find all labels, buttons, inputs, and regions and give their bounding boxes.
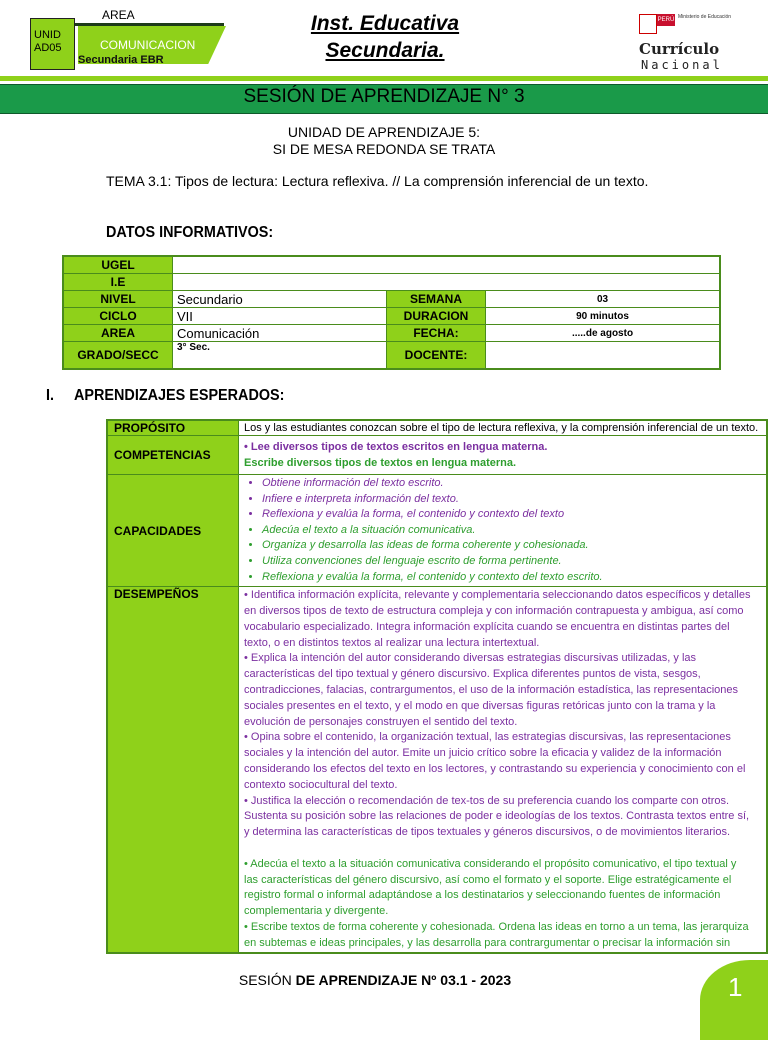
desempenos-value [239, 587, 768, 954]
desempeno-line: y determina las características de tipos textuales y géneros discursivos, o de movimientos literarios. [244, 826, 731, 839]
footer-bold: DE APRENDIZAJE Nº 03.1 - 2023 [295, 972, 512, 988]
area-label: AREA [102, 8, 135, 22]
page-footer [0, 972, 750, 988]
desempeno-line: • Identifica información explícita, relevante y complementaria seleccionando datos específicos y detalles [244, 589, 751, 602]
desempeno-line: contradicciones, falacias, contrargumentos, el uso de la información estadística, las representaciones [244, 683, 739, 696]
competencia-2: Escribe diversos tipos de textos en lengua materna. [244, 457, 517, 469]
competencia-1: • Lee diversos tipos de textos escritos en lengua materna. [244, 441, 548, 453]
table-row [107, 436, 767, 475]
shield-icon [639, 14, 657, 34]
desempeno-line: en subtemas e ideas principales, y las desarrolla para contrargumentar o precisar la información sin [244, 936, 731, 949]
desempeno-line: Sustenta su posición sobre las relaciones de poder e ideologías de los textos. Contrasta textos entre sí, [244, 810, 750, 823]
desempeno-spacer [244, 841, 761, 857]
unidad-line1: UNIDAD DE APRENDIZAJE 5: [287, 124, 481, 140]
ie-label: I.E [63, 274, 173, 291]
datos-title: DATOS INFORMATIVOS: [106, 224, 274, 241]
logo-line2: Nacional [641, 58, 723, 72]
table-row [63, 256, 720, 274]
info-table [62, 255, 721, 370]
desempeno-line: evolución de personajes construyen el sentido del texto. [244, 715, 518, 728]
table-row [107, 587, 767, 954]
list-item: • Organiza y desarrolla las ideas de forma coherente y cohesionada. [262, 538, 761, 554]
capacidades-list [244, 476, 761, 585]
unidad-line2: SI DE MESA REDONDA SE TRATA [272, 141, 496, 157]
docente-label: DOCENTE: [387, 342, 486, 370]
duracion-value: 90 minutos [486, 308, 721, 325]
semana-label: SEMANA [387, 291, 486, 308]
table-row [63, 342, 720, 370]
desempeno-line: complementaria y divergente. [244, 905, 389, 918]
page-number: 1 [728, 972, 743, 1002]
unid-badge: UNID AD05 [30, 18, 75, 70]
competencias-label: COMPETENCIAS [107, 436, 239, 475]
list-item: • Reflexiona y evalúa la forma, el contenido y contexto del texto escrito. [262, 570, 761, 586]
list-item: • Infiere e interpreta información del texto. [262, 492, 761, 508]
header-divider [0, 76, 768, 81]
ie-value [173, 274, 721, 291]
desempeno-line: • Explica la intención del autor considerando diversas estrategias discursivas utilizadas, y las [244, 652, 697, 665]
desempeno-line: sociales presentes en el texto, y el modo en que diversas figuras retóricas junto con la trama y la [244, 699, 716, 712]
nivel-value: Secundario [173, 291, 387, 308]
ciclo-value: VII [173, 308, 387, 325]
section-number: I. [46, 387, 55, 404]
table-row [63, 291, 720, 308]
table-row [63, 274, 720, 291]
semana-value: 03 [486, 291, 721, 308]
desempeno-line: contexto sociocultural del texto. [244, 778, 398, 791]
ugel-value [173, 256, 721, 274]
capacidades-label: CAPACIDADES [107, 475, 239, 587]
duracion-label: DURACION [387, 308, 486, 325]
docente-value [486, 342, 721, 370]
desempeno-line: en diversos tipos de texto de estructura compleja y con información contrapuesta y ambigua, así como [244, 604, 744, 617]
desempeno-line: • Adecúa el texto a la situación comunicativa considerando el propósito comunicativo, el tipo textual y [244, 857, 737, 870]
session-title: SESIÓN DE APRENDIZAJE N° 3 [243, 86, 525, 107]
desempeno-line: • Escribe textos de forma coherente y cohesionada. Ordena las ideas en torno a un tema, las jerarquiza [244, 920, 749, 933]
desempeno-line: registro formal o informal adaptándose a los destinatarios y seleccionando fuentes de información [244, 889, 721, 902]
desempeno-line: sociales y la intención del autor. Emite un juicio crítico sobre la eficacia y validez de la información [244, 747, 722, 760]
curriculo-logo [633, 12, 743, 72]
list-item: • Obtiene información del texto escrito. [262, 476, 761, 492]
list-item: • Reflexiona y evalúa la forma, el contenido y contexto del texto [262, 507, 761, 523]
nivel-label: NIVEL [63, 291, 173, 308]
section-title: APRENDIZAJES ESPERADOS: [74, 387, 285, 404]
ministry-label: Ministerio de Educación [678, 14, 732, 20]
desempenos-text [244, 588, 761, 951]
list-item: • Adecúa el texto a la situación comunicativa. [262, 523, 761, 539]
grado-value: 3° Sec. [173, 342, 387, 370]
ugel-label: UGEL [63, 256, 173, 274]
tema-text: TEMA 3.1: Tipos de lectura: Lectura reflexiva. // La comprensión inferencial de un texto. [106, 173, 649, 189]
unidad-heading [0, 124, 768, 158]
table-row [107, 475, 767, 587]
ciclo-label: CICLO [63, 308, 173, 325]
area-value: COMUNICACION [100, 38, 196, 52]
area-row-label: AREA [63, 325, 173, 342]
badge-line [64, 23, 224, 26]
desempeno-line: considerando los efectos del texto en los lectores, y contrastando su experiencia y conocimiento con el [244, 762, 746, 775]
logo-line1: Currículo [639, 40, 720, 58]
desempeno-line: • Justifica la elección o recomendación de tex-tos de su preferencia cuando los comparte con otros. [244, 794, 730, 807]
proposito-value: Los y las estudiantes conozcan sobre el tipo de lectura reflexiva, y la comprensión inferencial de un texto. [239, 420, 768, 436]
aprendizajes-heading [46, 387, 284, 405]
desempeno-line: las características del género discursivo, así como el formato y el soporte. Elige estratégicamente el [244, 873, 732, 886]
desempeno-line: vocabulario especializado. Integra información explícita cuando se encuentra en distintas partes del [244, 620, 730, 633]
proposito-label: PROPÓSITO [107, 420, 239, 436]
desempeno-line: características del tipo textual y género discursivo. Explica diferentes puntos de vista, sesgos, [244, 668, 701, 681]
fecha-label: FECHA: [387, 325, 486, 342]
level-label: Secundaria EBR [78, 54, 164, 66]
competencias-value [239, 436, 768, 475]
desempenos-label: DESEMPEÑOS [107, 587, 239, 954]
area-row-value: Comunicación [173, 325, 387, 342]
desempeno-line: texto, o en distintos textos al realizar una lectura intertextual. [244, 636, 540, 649]
capacidades-value [239, 475, 768, 587]
institution-title: Inst. Educativa Secundaria. [310, 12, 460, 62]
footer-prefix: SESIÓN [238, 972, 296, 988]
table-row [63, 308, 720, 325]
list-item: • Utiliza convenciones del lenguaje escrito de forma pertinente. [262, 554, 761, 570]
table-row [107, 420, 767, 436]
peru-label: PERÚ [657, 14, 675, 26]
fecha-value: .....de agosto [486, 325, 721, 342]
desempeno-line: • Opina sobre el contenido, la organización textual, las estrategias discursivas, las representaciones [244, 731, 731, 744]
grado-label: GRADO/SECC [63, 342, 173, 370]
aprendizajes-table [106, 419, 768, 954]
table-row [63, 325, 720, 342]
